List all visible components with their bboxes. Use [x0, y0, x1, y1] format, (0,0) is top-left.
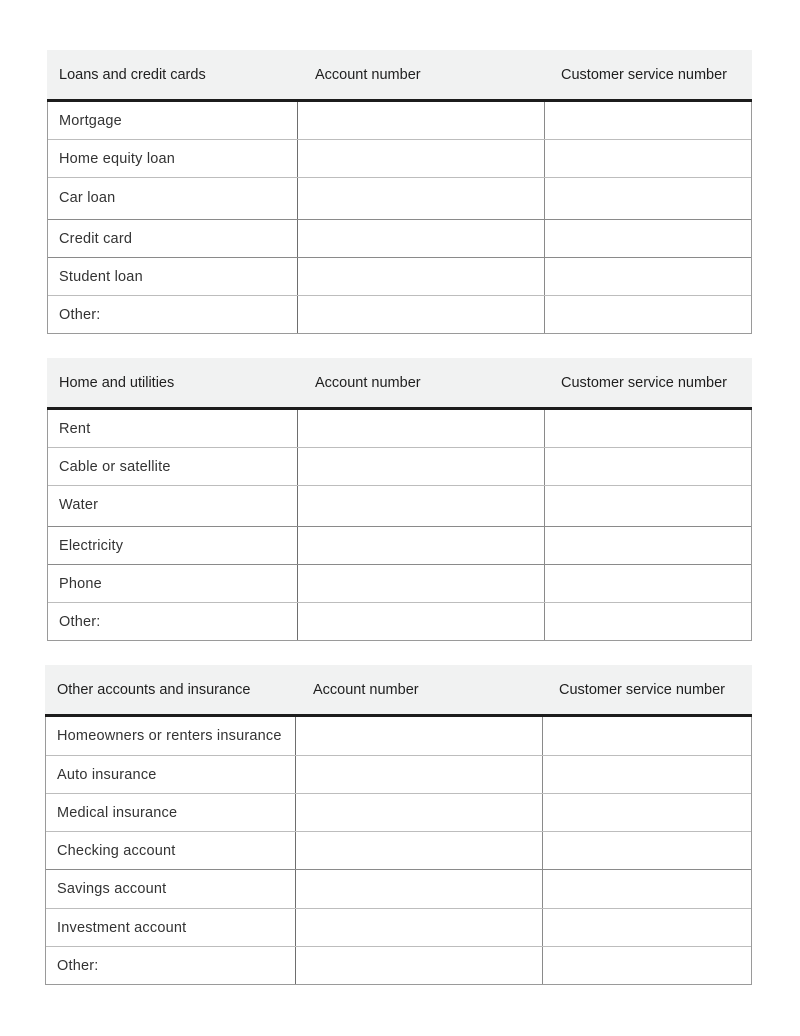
table-row	[48, 177, 751, 219]
row-label: Car loan	[48, 178, 298, 219]
table-header	[47, 50, 752, 102]
row-label: Checking account	[46, 832, 296, 869]
table-header	[45, 665, 752, 717]
account-number-cell[interactable]	[296, 794, 543, 831]
section-title: Loans and credit cards	[59, 66, 206, 83]
row-label: Investment account	[46, 909, 296, 946]
customer-service-header: Customer service number	[561, 374, 727, 391]
table-row	[46, 717, 751, 755]
table-row	[48, 564, 751, 602]
account-number-cell[interactable]	[298, 102, 545, 139]
row-label: Water	[48, 486, 298, 526]
customer-service-cell[interactable]	[545, 178, 751, 219]
table-row	[46, 755, 751, 793]
customer-service-cell[interactable]	[543, 832, 751, 869]
account-number-cell[interactable]	[298, 603, 545, 640]
customer-service-header: Customer service number	[561, 66, 727, 83]
account-number-cell[interactable]	[298, 565, 545, 602]
account-number-cell[interactable]	[296, 947, 543, 984]
customer-service-cell[interactable]	[545, 410, 751, 447]
other-accounts-table	[45, 665, 752, 985]
account-number-cell[interactable]	[296, 870, 543, 908]
account-number-cell[interactable]	[298, 220, 545, 257]
row-label: Home equity loan	[48, 140, 298, 177]
table-row	[48, 139, 751, 177]
account-number-header: Account number	[315, 374, 421, 391]
account-number-cell[interactable]	[298, 527, 545, 564]
customer-service-cell[interactable]	[543, 909, 751, 946]
customer-service-header: Customer service number	[559, 681, 725, 698]
row-label: Phone	[48, 565, 298, 602]
account-number-cell[interactable]	[298, 448, 545, 485]
customer-service-cell[interactable]	[545, 603, 751, 640]
account-number-cell[interactable]	[296, 717, 543, 755]
table-row	[48, 295, 751, 333]
customer-service-cell[interactable]	[545, 486, 751, 526]
customer-service-cell[interactable]	[545, 565, 751, 602]
account-number-cell[interactable]	[296, 909, 543, 946]
row-label: Rent	[48, 410, 298, 447]
customer-service-cell[interactable]	[545, 102, 751, 139]
customer-service-cell[interactable]	[545, 140, 751, 177]
row-label: Electricity	[48, 527, 298, 564]
row-label: Other:	[48, 296, 298, 333]
row-label: Credit card	[48, 220, 298, 257]
loans-table	[47, 50, 752, 334]
table-row	[46, 793, 751, 831]
account-number-cell[interactable]	[298, 178, 545, 219]
table-row	[48, 410, 751, 447]
table-header	[47, 358, 752, 410]
section-title: Other accounts and insurance	[57, 681, 251, 698]
table-row	[46, 946, 751, 984]
customer-service-cell[interactable]	[543, 794, 751, 831]
customer-service-cell[interactable]	[545, 448, 751, 485]
home-utilities-table	[47, 358, 752, 641]
account-number-cell[interactable]	[298, 486, 545, 526]
table-row	[46, 908, 751, 946]
table-row	[48, 602, 751, 640]
customer-service-cell[interactable]	[545, 296, 751, 333]
account-number-cell[interactable]	[296, 756, 543, 793]
table-row	[48, 447, 751, 485]
row-label: Savings account	[46, 870, 296, 908]
row-label: Student loan	[48, 258, 298, 295]
account-number-cell[interactable]	[298, 296, 545, 333]
account-number-cell[interactable]	[298, 410, 545, 447]
table-row	[46, 831, 751, 869]
table-row	[48, 526, 751, 564]
section-title: Home and utilities	[59, 374, 175, 391]
customer-service-cell[interactable]	[543, 870, 751, 908]
account-number-header: Account number	[313, 681, 419, 698]
customer-service-cell[interactable]	[543, 756, 751, 793]
row-label: Mortgage	[48, 102, 298, 139]
customer-service-cell[interactable]	[543, 947, 751, 984]
account-number-header: Account number	[315, 66, 421, 83]
customer-service-cell[interactable]	[543, 717, 751, 755]
row-label: Auto insurance	[46, 756, 296, 793]
customer-service-cell[interactable]	[545, 258, 751, 295]
table-row	[46, 869, 751, 908]
account-number-cell[interactable]	[298, 258, 545, 295]
account-number-cell[interactable]	[296, 832, 543, 869]
row-label: Other:	[48, 603, 298, 640]
table-row	[48, 219, 751, 257]
row-label: Cable or satellite	[48, 448, 298, 485]
table-row	[48, 102, 751, 139]
row-label: Medical insurance	[46, 794, 296, 831]
table-row	[48, 257, 751, 295]
customer-service-cell[interactable]	[545, 220, 751, 257]
account-number-cell[interactable]	[298, 140, 545, 177]
row-label: Other:	[46, 947, 296, 984]
row-label: Homeowners or renters insurance	[46, 717, 296, 755]
customer-service-cell[interactable]	[545, 527, 751, 564]
table-row	[48, 485, 751, 526]
